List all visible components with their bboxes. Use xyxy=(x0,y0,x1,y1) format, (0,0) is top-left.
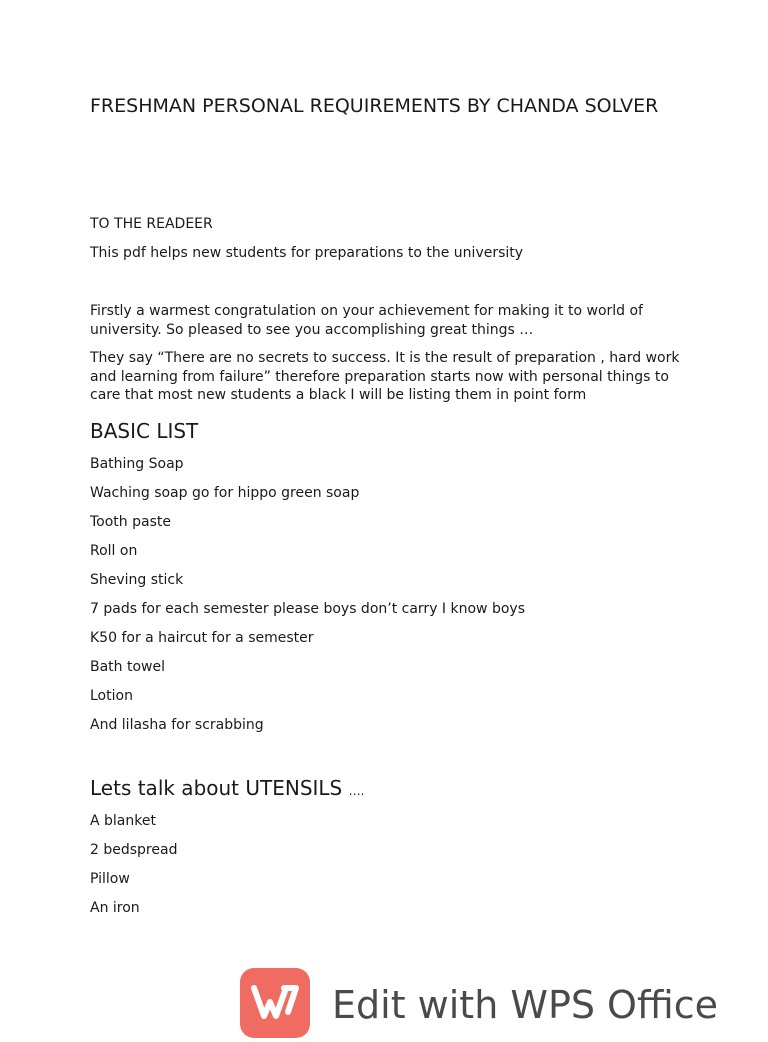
list-item: 7 pads for each semester please boys don’t carry I know boys xyxy=(90,601,525,617)
list-item: Pillow xyxy=(90,871,130,887)
list-item: Roll on xyxy=(90,543,138,559)
list-item: Lotion xyxy=(90,688,133,704)
quote-paragraph: They say “There are no secrets to success. It is the result of preparation , hard work and learning from failure” therefore preparation starts now with personal things to care that most new students a black I will be listing them in point form xyxy=(90,350,680,403)
list-item: Waching soap go for hippo green soap xyxy=(90,485,360,501)
list-item: Tooth paste xyxy=(90,514,171,530)
list-item: And lilasha for scrabbing xyxy=(90,717,264,733)
list-item: A blanket xyxy=(90,813,156,829)
wps-logo-icon xyxy=(240,968,310,1038)
to-reader-label: TO THE READEER xyxy=(90,216,213,232)
list-item: 2 bedspread xyxy=(90,842,178,858)
wps-watermark xyxy=(240,968,760,1038)
wps-logo-glyph xyxy=(240,968,310,1038)
list-item: Bath towel xyxy=(90,659,166,675)
utensils-heading-text: Lets talk about UTENSILS xyxy=(90,776,343,800)
utensils-heading-ellipsis: …. xyxy=(348,784,365,798)
intro-text: This pdf helps new students for preparations to the university xyxy=(90,245,524,261)
congratulation-paragraph: Firstly a warmest congratulation on your achievement for making it to world of university. So pleased to see you accomplishing great things … xyxy=(90,303,643,338)
utensils-heading xyxy=(90,776,364,803)
list-item: Sheving stick xyxy=(90,572,184,588)
list-item: An iron xyxy=(90,900,140,916)
basic-list-heading: BASIC LIST xyxy=(90,419,199,443)
document-title: FRESHMAN PERSONAL REQUIREMENTS BY CHANDA SOLVER xyxy=(90,95,659,117)
list-item: Bathing Soap xyxy=(90,456,184,472)
wps-watermark-text: Edit with WPS Office xyxy=(332,983,718,1027)
list-item: K50 for a haircut for a semester xyxy=(90,630,314,646)
